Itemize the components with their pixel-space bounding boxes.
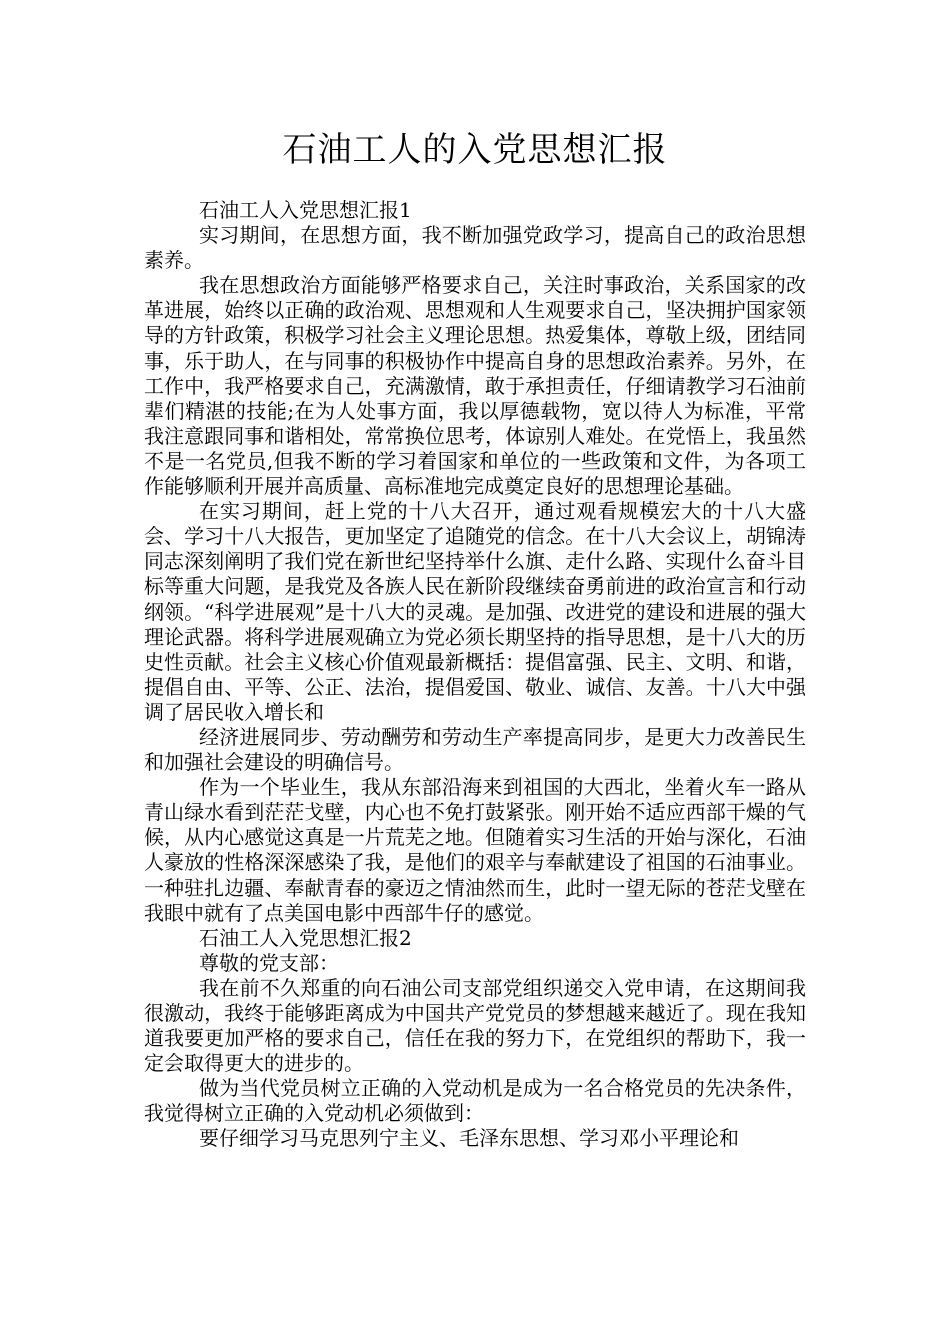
document-body	[144, 198, 806, 1152]
paragraph: 我在前不久郑重的向石油公司支部党组织递交入党申请，在这期间我很激动，我终于能够距离成为中国共产党党员的梦想越来越近了。现在我知道我要更加严格的要求自己，信任在我的努力下，在党组织的帮助下，我一定会取得更大的进步的。	[144, 975, 806, 1076]
section-heading-1: 石油工人入党思想汇报1	[199, 198, 412, 222]
document-title: 石油工人的入党思想汇报	[282, 130, 668, 170]
paragraph: 我在思想政治方面能够严格要求自己，关注时事政治，关系国家的改革进展，始终以正确的政治观、思想观和人生观要求自己，坚决拥护国家领导的方针政策，积极学习社会主义理论思想。热爱集体，尊敬上级，团结同事，乐于助人，在与同事的积极协作中提高自身的思想政治素养。另外，在工作中，我严格要求自己，充满激情，敢于承担责任，仔细请教学习石油前辈们精湛的技能;在为人处事方面，我以厚德载物，宽以待人为标准，平常我注意跟同事和谐相处，常常换位思考，体谅别人难处。在党悟上，我虽然不是一名党员,但我不断的学习着国家和单位的一些政策和文件，为各项工作能够顺利开展并高质量、高标准地完成奠定良好的思想理论基础。	[144, 273, 806, 499]
paragraph: 经济进展同步、劳动酬劳和劳动生产率提高同步，是更大力改善民生和加强社会建设的明确信号。	[144, 724, 806, 775]
paragraph: 在实习期间，赶上党的十八大召开，通过观看规模宏大的十八大盛会、学习十八大报告，更加坚定了追随党的信念。在十八大会议上，胡锦涛同志深刻阐明了我们党在新世纪坚持举什么旗、走什么路、实现什么奋斗目标等重大问题，是我党及各族人民在新阶段继续奋勇前进的政治宣言和行动纲领。“科学进展观”是十八大的灵魂。是加强、改进党的建设和进展的强大理论武器。将科学进展观确立为党必须长期坚持的指导思想，是十八大的历史性贡献。社会主义核心价值观最新概括：提倡富强、民主、文明、和谐，提倡自由、平等、公正、法治，提倡爱国、敬业、诚信、友善。十八大中强调了居民收入增长和	[144, 499, 806, 724]
salutation: 尊敬的党支部：	[199, 950, 339, 975]
paragraph: 做为当代党员树立正确的入党动机是成为一名合格党员的先决条件，我觉得树立正确的入党动机必须做到：	[144, 1076, 806, 1126]
paragraph: 实习期间，在思想方面，我不断加强党政学习，提高自己的政治思想素养。	[144, 223, 806, 273]
section-heading-2: 石油工人入党思想汇报2	[199, 925, 412, 950]
paragraph: 作为一个毕业生，我从东部沿海来到祖国的大西北，坐着火车一路从青山绿水看到茫茫戈壁，内心也不免打鼓紧张。刚开始不适应西部干燥的气候，从内心感觉这真是一片荒芜之地。但随着实习生活的开始与深化，石油人豪放的性格深深感染了我，是他们的艰辛与奉献建设了祖国的石油事业。一种驻扎边疆、奉献青春的豪迈之情油然而生，此时一望无际的苍茫戈壁在我眼中就有了点美国电影中西部牛仔的感觉。	[144, 775, 806, 925]
paragraph: 要仔细学习马克思列宁主义、毛泽东思想、学习邓小平理论和	[199, 1126, 739, 1151]
